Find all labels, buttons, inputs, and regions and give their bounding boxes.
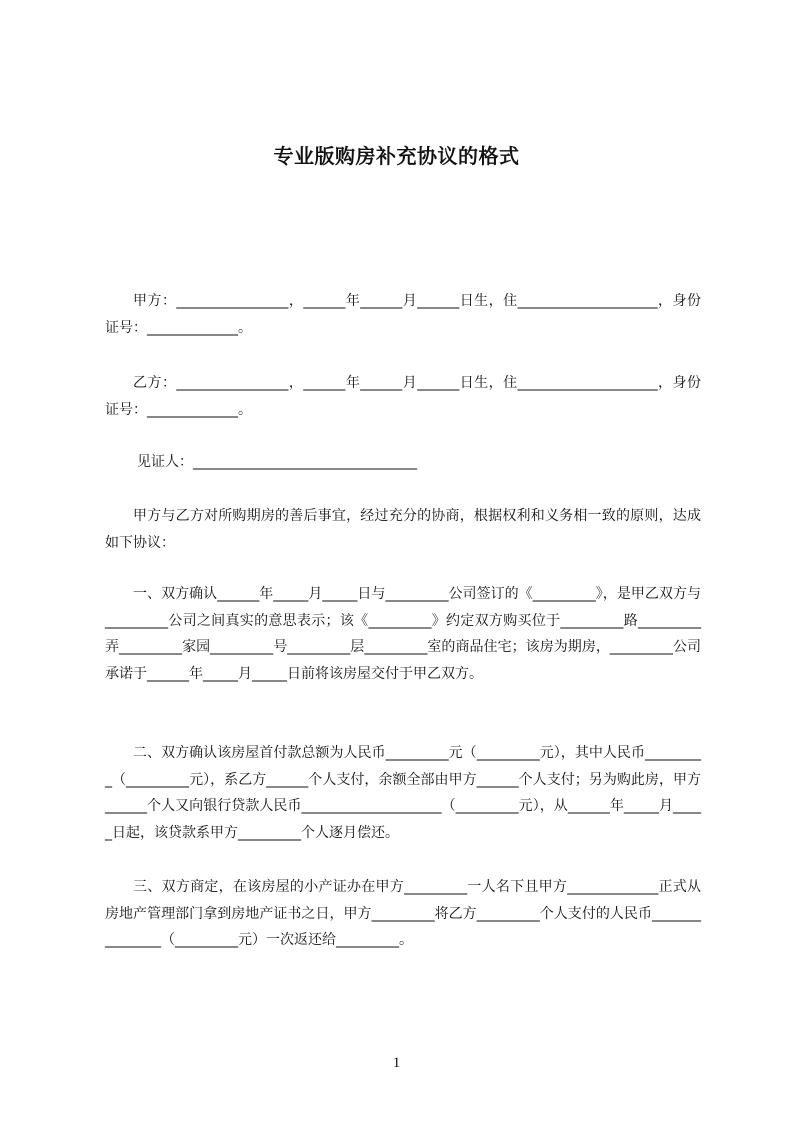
clause-1-paragraph: 一、双方确认______年_____月_____日与_________公司签订的《_________》，是甲乙双方与_________公司之间真实的意思表示；该《_________》约定双方购买位于_________路_________弄_________家园_________号_________层_________室的商品住宅；该房为期房，_________公司承诺于______年_____月_____日前将该房屋交付于甲乙双方。 xyxy=(105,586,701,682)
document-title: 专业版购房补充协议的格式 xyxy=(273,144,520,168)
witness-line: 见证人：________________________________ xyxy=(137,454,417,470)
intro-paragraph: 甲方与乙方对所购期房的善后事宜，经过充分的协商，根据权利和义务相一致的原则，达成如下协议： xyxy=(105,508,701,551)
clause-2-paragraph: 二、双方确认该房屋首付款总额为人民币_________元（_________元），其中人民币_________（_________元），系乙方______个人支付，余额全部由甲方______个人支付；另为购此房，甲方______个人又向银行贷款人民币____________________（_________元），从______年_____月_____日起，该贷款系甲方_________个人逐月偿还。 xyxy=(105,745,701,841)
page-number: 1 xyxy=(392,1055,401,1071)
clause-3-paragraph: 三、双方商定，在该房屋的小产证办在甲方_________一人名下且甲方_____________正式从房地产管理部门拿到房地产证书之日，甲方_________将乙方_________个人支付的人民币_______________（_________元）一次返还给_________。 xyxy=(105,879,701,948)
party-a-paragraph: 甲方：________________，______年______月______日生，住____________________，身份证号：_____________。 xyxy=(105,293,701,336)
party-b-paragraph: 乙方：________________，______年______月______日生，住____________________，身份证号：_____________。 xyxy=(105,375,701,418)
